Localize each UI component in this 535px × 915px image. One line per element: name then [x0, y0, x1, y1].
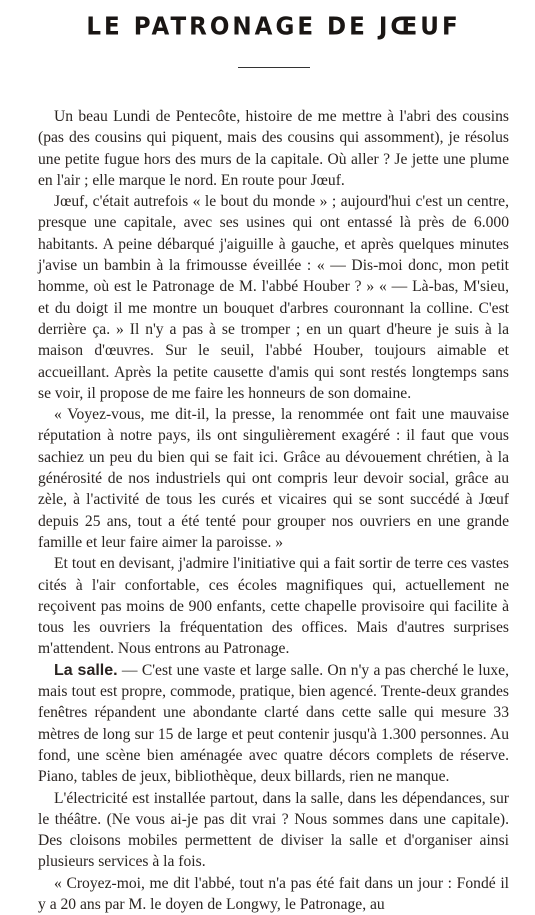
paragraph-section-salle: [38, 660, 509, 788]
article-body: [38, 106, 509, 915]
paragraph-3: « Voyez-vous, me dit-il, la presse, la renommée ont fait une mauvaise réputation à notre pays, ils ont singulièrement exagéré : il faut que vous sachiez un peu du bien qui se fait ici. Grâce au dévouement chrétien, à la générosité de nos industriels qui ont compris leur devoir social, grâce au zèle, à l'activité de tous les curés et vicaires qui se sont succédé à Jœuf depuis 25 ans, tout a été tenté pour grouper nos ouvriers en une grande famille et leur faire aimer la paroisse. »: [38, 406, 509, 551]
paragraph-7: « Croyez-moi, me dit l'abbé, tout n'a pas été fait dans un jour : Fondé il y a 20 ans par M. le doyen de Longwy, le Patronage, au: [38, 874, 509, 913]
paragraph-4: Et tout en devisant, j'admire l'initiative qui a fait sortir de terre ces vastes cités à l'air confortable, ces écoles magnifiques qui, actuellement ne reçoivent pas moins de 900 enfants, cette chapelle provisoire qui facilite à tous les ouvriers la fréquentation des offices. Mais d'autres surprises m'attendent. Nous entrons au Patronage.: [38, 555, 509, 658]
paragraph-2: Jœuf, c'était autrefois « le bout du monde » ; aujourd'hui c'est un centre, presque une capitale, avec ses usines qui ont entassé là près de 6.000 habitants. A peine débarqué j'aiguille à gauche, et après quelques minutes j'avise un bambin à la frimousse éveillée : « — Dis-moi donc, mon petit homme, où est le Patronage de M. l'abbé Houber ? » « — Là-bas, M'sieu, et du doigt il me montre un bouquet d'arbres couronnant la colline. C'est derrière ça. » Il n'y a pas à se tromper ; en un quart d'heure je suis à la maison d'œuvres. Sur le seuil, l'abbé Houber, toujours aimable et accueillant. Après la petite causette d'amis qui sont restés longtemps sans se voir, il propose de me faire les honneurs de son domaine.: [38, 193, 509, 402]
page: [0, 12, 535, 913]
page-title: LE PATRONAGE DE JŒUF: [86, 12, 461, 42]
title-rule: [238, 67, 310, 68]
section-heading: La salle.: [54, 661, 118, 679]
paragraph-1: Un beau Lundi de Pentecôte, histoire de me mettre à l'abri des cousins (pas des cousins qui piquent, mais des cousins qui assomment), je résolus une petite fugue hors des murs de la capitale. Où aller ? Je jette une plume en l'air ; elle marque le nord. En route pour Jœuf.: [38, 108, 509, 189]
section-lead: — C'est une vaste et large salle. On n'y a pas cherché le luxe, mais tout est propre, commode, pratique, bien agencé. Trente-deux grandes fenêtres répandent une abondante clarté dans cette salle qui mesure 33 mètres de long sur 15 de large et peut contenir jusqu'à 1.300 personnes. Au fond, une scène bien aménagée avec quatre décors complets de réserve. Piano, tables de jeux, bibliothèque, deux billards, rien ne manque.: [38, 661, 509, 786]
paragraph-6: L'électricité est installée partout, dans la salle, dans les dépendances, sur le théâtre. (Ne vous ai-je pas dit vrai ? Nous sommes dans une capitale). Des cloisons mobiles permettent de diviser la salle et d'organiser ainsi plusieurs services à la fois.: [38, 789, 509, 871]
